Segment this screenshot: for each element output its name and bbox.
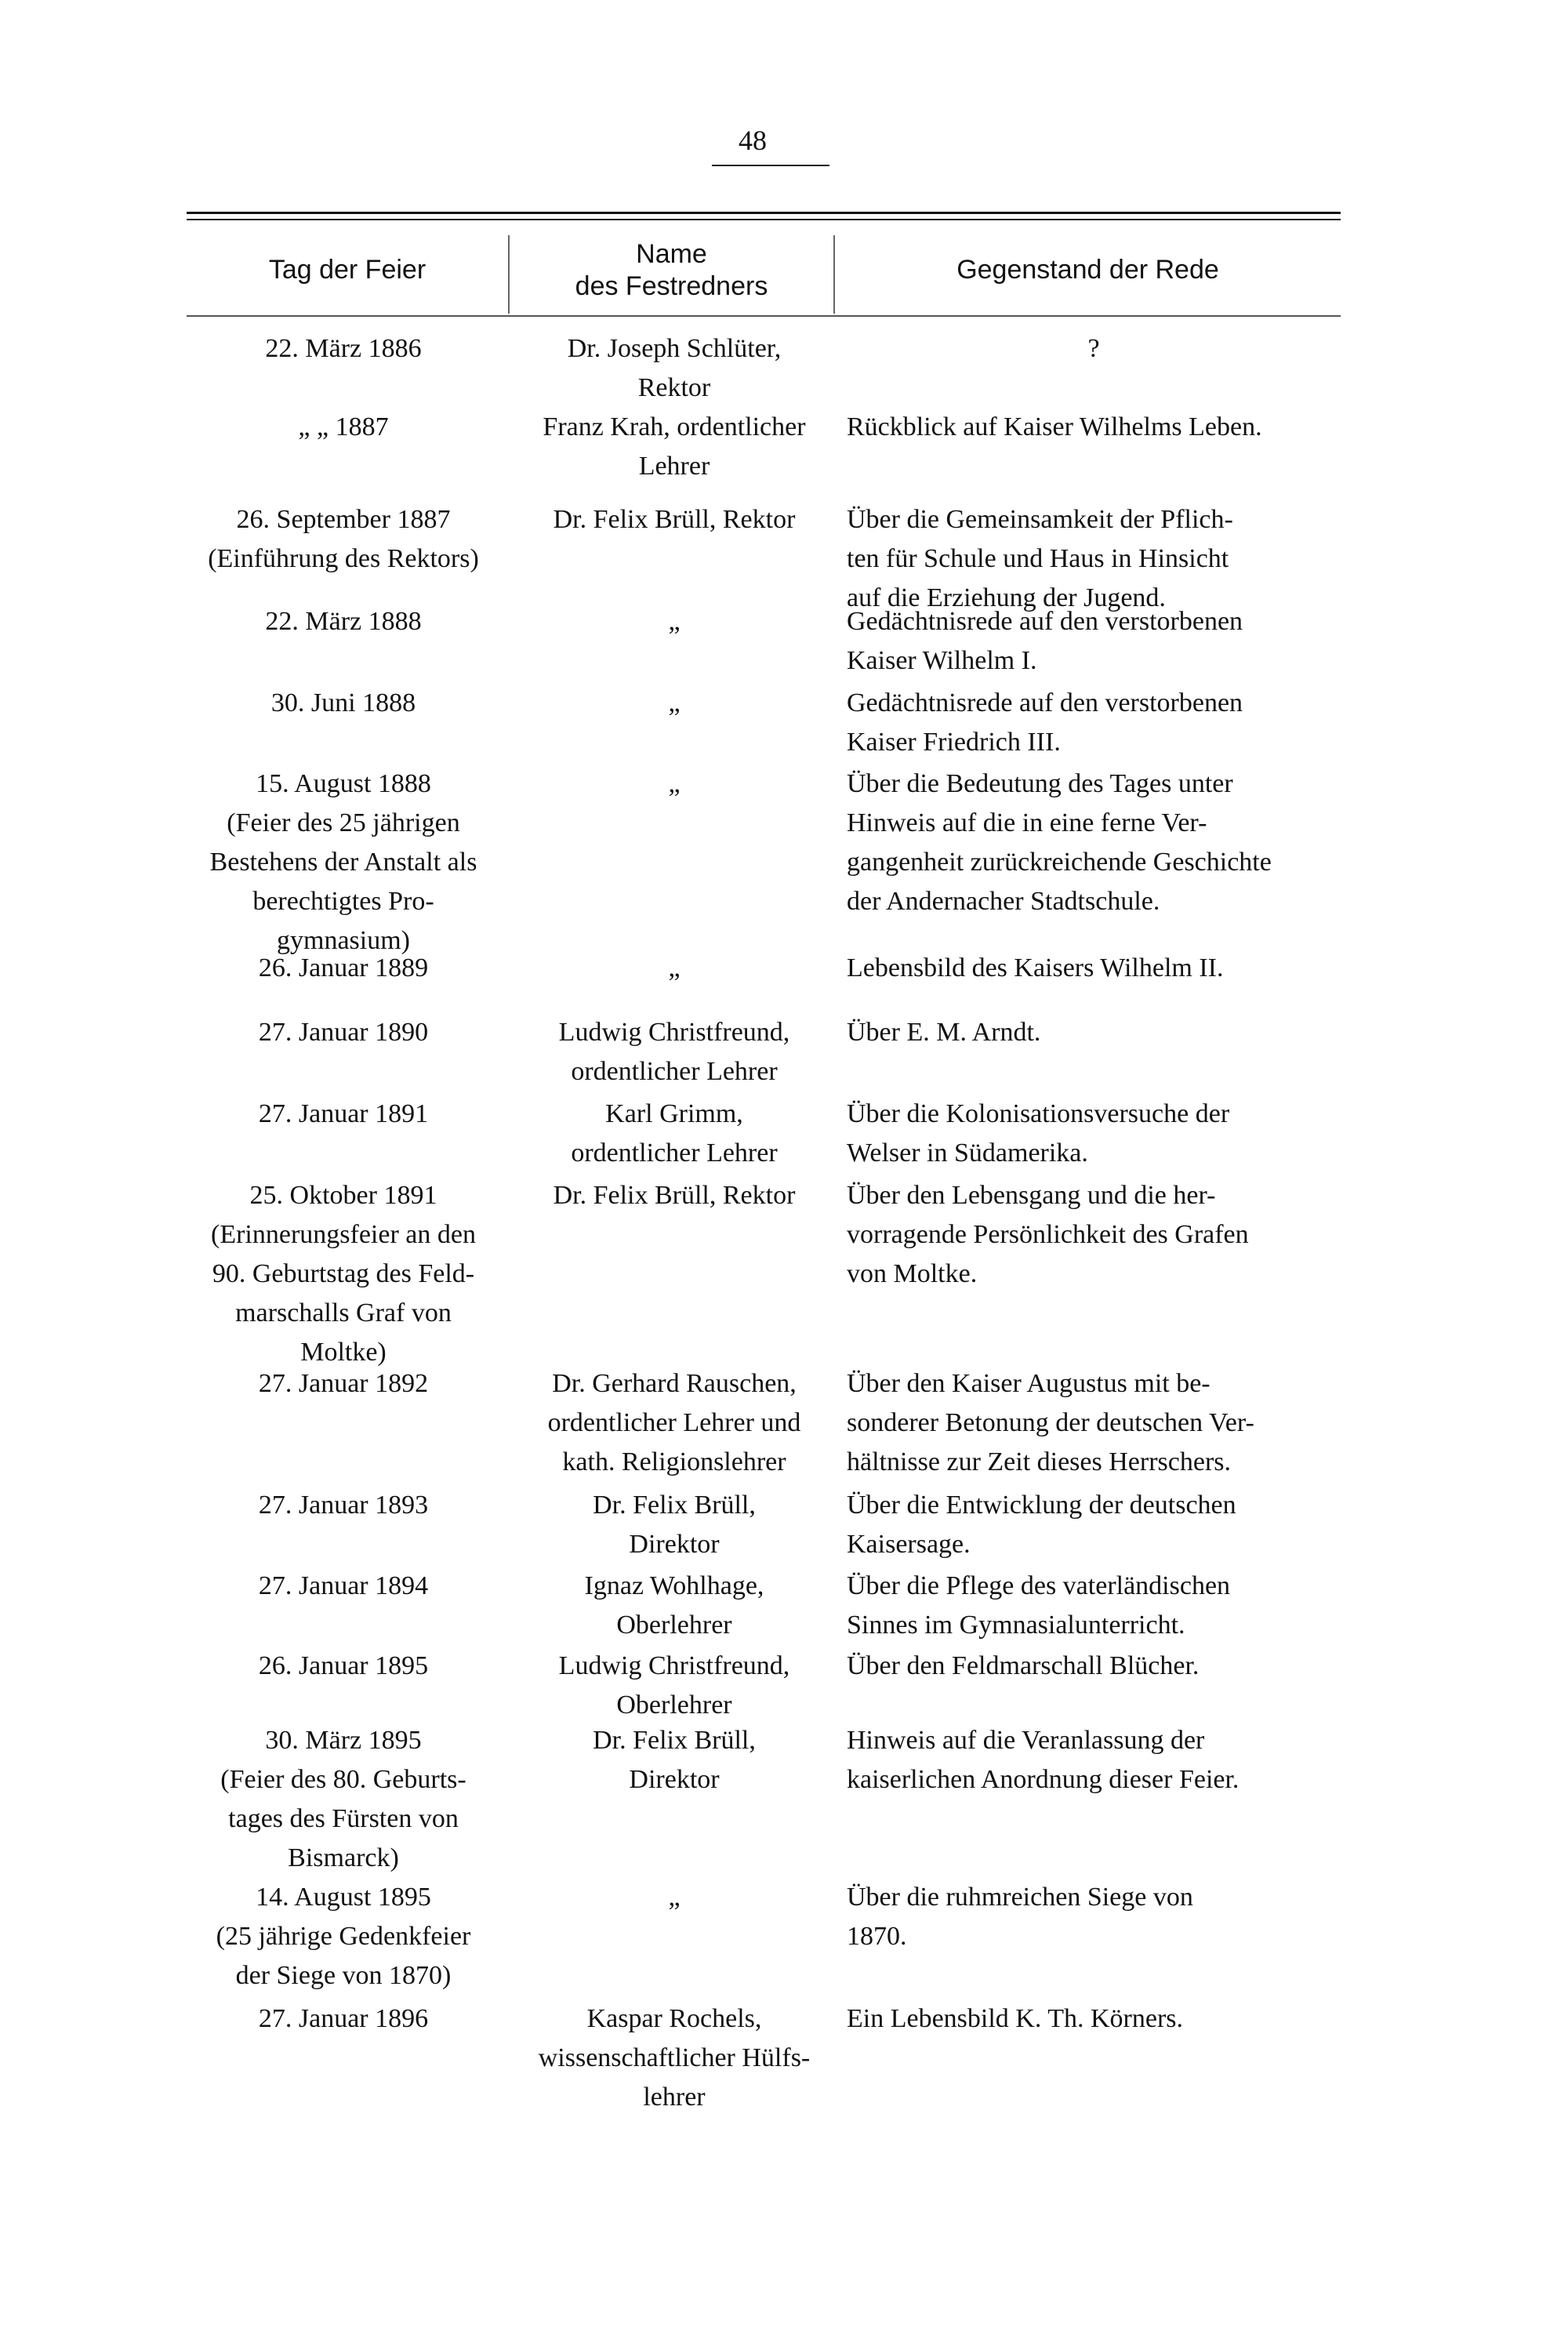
- row-topic: Über den Lebensgang und die her- vorragende Persönlichkeit des Grafen von Moltke.: [847, 1181, 1249, 1288]
- row-speaker: Ludwig Christfreund, Oberlehrer: [558, 1651, 790, 1720]
- row-date: 14. August 1895 (25 jährige Gedenkfeier der Siege von 1870): [216, 1883, 471, 1990]
- row-topic: Ein Lebensbild K. Th. Körners.: [847, 2004, 1184, 2033]
- row-topic: Über die Gemeinsamkeit der Pflich- ten für Schule und Haus in Hinsicht auf die Erziehung der Jugend.: [847, 505, 1233, 612]
- row-speaker: „: [668, 607, 681, 636]
- row-topic: Über den Kaiser Augustus mit be- sonderer Betonung der deutschen Ver- hältnisse zur Zeit dieses Herrschers.: [847, 1369, 1254, 1476]
- row-date: 27. Januar 1894: [258, 1571, 429, 1600]
- header-date-label: Tag der Feier: [268, 255, 426, 285]
- row-date: 30. März 1895 (Feier des 80. Geburts- tages des Fürsten von Bismarck): [220, 1726, 466, 1872]
- row-speaker: „: [668, 1883, 681, 1912]
- row-speaker: Dr. Gerhard Rauschen, ordentlicher Lehrer und kath. Religionslehrer: [547, 1369, 801, 1476]
- row-topic: Über die Kolonisationsversuche der Welser in Südamerika.: [847, 1099, 1230, 1168]
- table-top-rule: [187, 212, 1341, 214]
- row-topic: Lebensbild des Kaisers Wilhelm II.: [847, 953, 1224, 982]
- header-topic: [835, 229, 1341, 312]
- row-topic: Über die Bedeutung des Tages unter Hinweis auf die in eine ferne Ver- gangenheit zurückreichende Geschichte der Andernacher Stadtschule.: [847, 769, 1272, 916]
- row-speaker: Dr. Felix Brüll, Rektor: [553, 1181, 796, 1210]
- row-date: 30. Juni 1888: [270, 688, 416, 717]
- row-topic: Über die ruhmreichen Siege von 1870.: [847, 1883, 1193, 1951]
- page-number: 48: [739, 125, 767, 156]
- row-speaker: Dr. Felix Brüll, Direktor: [593, 1726, 756, 1794]
- row-date: 22. März 1888: [265, 607, 422, 636]
- row-speaker: Kaspar Rochels, wissenschaftlicher Hülfs- lehrer: [538, 2004, 811, 2112]
- row-date: „ „ 1887: [298, 412, 389, 441]
- row-date: 26. September 1887 (Einführung des Rektors): [208, 505, 479, 573]
- row-topic: Gedächtnisrede auf den verstorbenen Kaiser Friedrich III.: [847, 688, 1243, 757]
- header-speaker: [510, 229, 833, 312]
- row-topic: Über die Entwicklung der deutschen Kaisersage.: [847, 1491, 1236, 1559]
- row-speaker: Ludwig Christfreund, ordentlicher Lehrer: [558, 1018, 790, 1086]
- row-date: 27. Januar 1891: [258, 1099, 429, 1128]
- row-speaker: Karl Grimm, ordentlicher Lehrer: [571, 1099, 778, 1168]
- row-topic: Über E. M. Arndt.: [847, 1018, 1041, 1047]
- page-number-rule: [712, 165, 829, 166]
- header-date: [187, 229, 508, 312]
- row-date: 27. Januar 1890: [258, 1018, 429, 1047]
- row-speaker: „: [668, 953, 681, 982]
- row-topic: Gedächtnisrede auf den verstorbenen Kaiser Wilhelm I.: [847, 607, 1243, 675]
- row-speaker: „: [668, 769, 681, 798]
- row-topic: Hinweis auf die Veranlassung der kaiserlichen Anordnung dieser Feier.: [847, 1726, 1240, 1794]
- row-speaker: Ignaz Wohlhage, Oberlehrer: [584, 1571, 764, 1640]
- header-topic-label: Gegenstand der Rede: [956, 255, 1219, 285]
- row-topic: ?: [1087, 334, 1100, 363]
- row-topic: Über den Feldmarschall Blücher.: [847, 1651, 1200, 1680]
- row-speaker: Dr. Joseph Schlüter, Rektor: [567, 334, 782, 402]
- row-date: 26. Januar 1889: [258, 953, 429, 982]
- header-bottom-rule: [187, 315, 1341, 317]
- row-topic: Rückblick auf Kaiser Wilhelms Leben.: [847, 412, 1262, 441]
- row-speaker: Dr. Felix Brüll, Direktor: [593, 1491, 756, 1559]
- row-date: 22. März 1886: [265, 334, 422, 363]
- row-speaker: „: [668, 688, 681, 717]
- header-speaker-label: Name des Festredners: [575, 238, 768, 301]
- row-date: 27. Januar 1892: [258, 1369, 429, 1398]
- row-date: 26. Januar 1895: [258, 1651, 429, 1680]
- row-date: 15. August 1888 (Feier des 25 jährigen Bestehens der Anstalt als berechtigtes Pro- gymnasium): [209, 769, 477, 955]
- row-date: 25. Oktober 1891 (Erinnerungsfeier an den 90. Geburtstag des Feld- marschalls Graf von Moltke): [211, 1181, 476, 1367]
- row-date: 27. Januar 1896: [258, 2004, 429, 2033]
- table-top-rule-second: [187, 219, 1341, 220]
- row-speaker: Dr. Felix Brüll, Rektor: [553, 505, 796, 534]
- row-date: 27. Januar 1893: [258, 1491, 429, 1520]
- row-topic: Über die Pflege des vaterländischen Sinnes im Gymnasialunterricht.: [847, 1571, 1231, 1640]
- row-speaker: Franz Krah, ordentlicher Lehrer: [543, 412, 806, 481]
